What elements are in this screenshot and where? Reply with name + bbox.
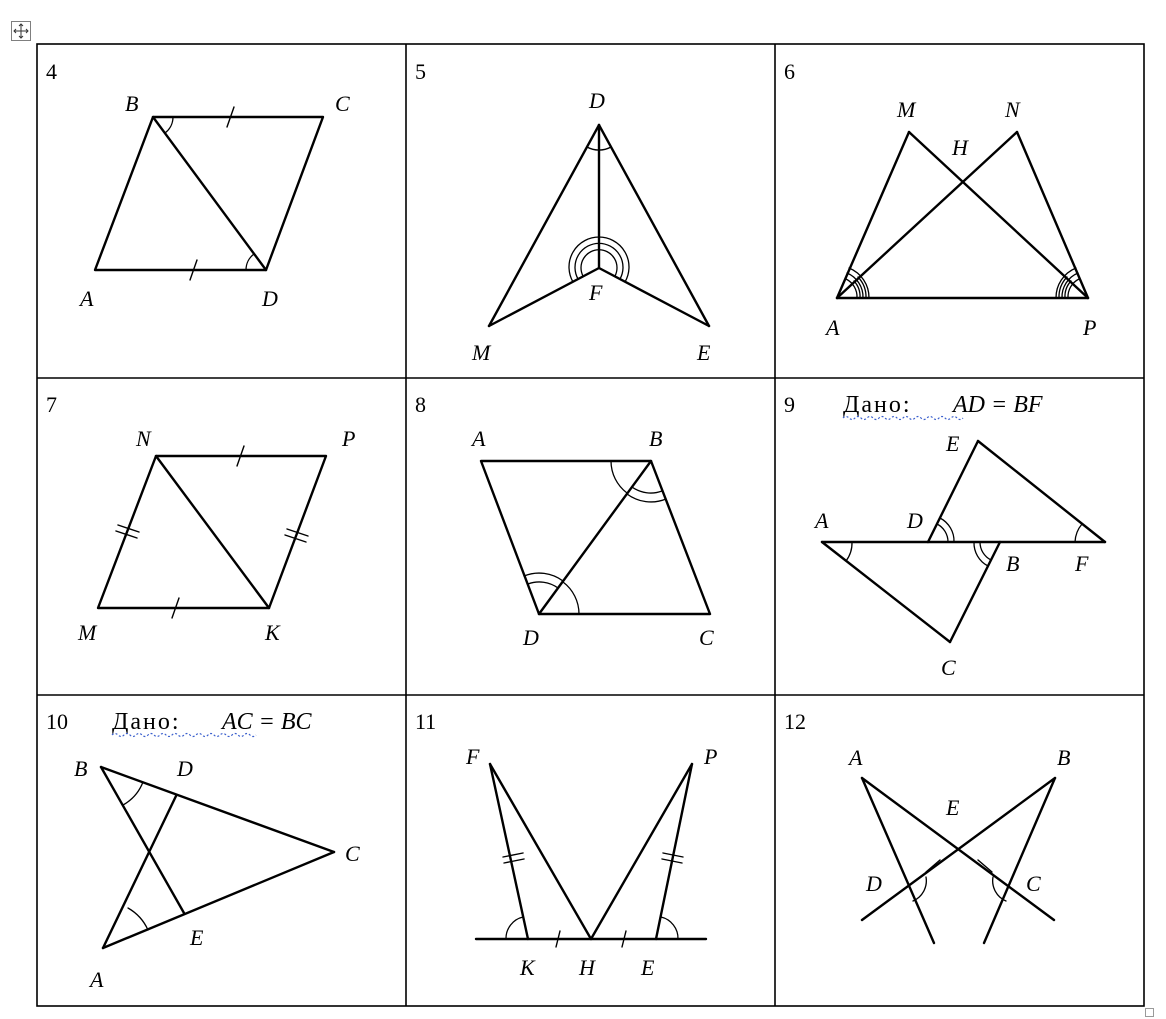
vertex-label: A bbox=[826, 315, 840, 340]
cell-number: 4 bbox=[46, 59, 57, 84]
table-grid-lines bbox=[37, 44, 1144, 1006]
vertex-label: M bbox=[897, 97, 916, 122]
vertex-label: A bbox=[80, 286, 94, 311]
vertex-label: C bbox=[345, 841, 360, 866]
cell-number: 11 bbox=[415, 709, 437, 734]
cell-number: 10 bbox=[46, 709, 68, 734]
cell-12 bbox=[784, 709, 1070, 943]
vertex-label: D bbox=[907, 508, 923, 533]
cell-number: 12 bbox=[784, 709, 806, 734]
figure-parallelogram-abcd bbox=[95, 107, 323, 280]
vertex-label: F bbox=[466, 744, 480, 769]
vertex-label: D bbox=[866, 871, 882, 896]
vertex-label: B bbox=[125, 91, 139, 116]
vertex-label: P bbox=[704, 744, 718, 769]
cell-7 bbox=[46, 392, 355, 645]
cell-9 bbox=[784, 392, 1105, 680]
cell-number: 8 bbox=[415, 392, 426, 417]
vertex-label: N bbox=[136, 426, 151, 451]
vertex-label: N bbox=[1005, 97, 1020, 122]
vertex-label: C bbox=[941, 655, 956, 680]
vertex-label: F bbox=[1075, 551, 1089, 576]
vertex-label: A bbox=[849, 745, 863, 770]
vertex-label: D bbox=[262, 286, 278, 311]
vertex-label: C bbox=[335, 91, 350, 116]
cell-number: 5 bbox=[415, 59, 426, 84]
vertex-label: A bbox=[90, 967, 104, 992]
vertex-label: K bbox=[265, 620, 280, 645]
vertex-label: M bbox=[472, 340, 491, 365]
cell-number: 9 bbox=[784, 392, 795, 417]
vertex-label: E bbox=[641, 955, 655, 980]
figure-triangle-abc-with-segments bbox=[101, 767, 334, 948]
vertex-label: H bbox=[579, 955, 595, 980]
vertex-label: E bbox=[946, 431, 960, 456]
vertex-label: E bbox=[190, 925, 204, 950]
figure-triangles-abc-def bbox=[822, 441, 1105, 642]
given-label: Дано: bbox=[112, 709, 181, 735]
cell-6 bbox=[784, 59, 1096, 340]
vertex-label: B bbox=[1057, 745, 1071, 770]
vertex-label: C bbox=[699, 625, 714, 650]
figure-triangles-fkh-peh bbox=[476, 764, 706, 947]
vertex-label: F bbox=[589, 280, 603, 305]
given-equation: AD = BF bbox=[953, 392, 1043, 418]
vertex-label: D bbox=[523, 625, 539, 650]
cell-number: 6 bbox=[784, 59, 795, 84]
cell-5 bbox=[415, 59, 711, 365]
vertex-label: D bbox=[589, 88, 605, 113]
vertex-label: M bbox=[78, 620, 97, 645]
vertex-label: D bbox=[177, 756, 193, 781]
figure-quadrilateral-abcd bbox=[481, 461, 710, 614]
vertex-label: H bbox=[952, 135, 968, 160]
vertex-label: B bbox=[649, 426, 663, 451]
given-label: Дано: bbox=[843, 392, 912, 418]
vertex-label: A bbox=[815, 508, 829, 533]
vertex-label: E bbox=[697, 340, 711, 365]
cell-4 bbox=[46, 59, 350, 311]
figure-parallelogram-mnpk bbox=[98, 446, 326, 618]
cell-8 bbox=[415, 392, 714, 650]
vertex-label: A bbox=[472, 426, 486, 451]
cell-number: 7 bbox=[46, 392, 57, 417]
vertex-label: B bbox=[1006, 551, 1020, 576]
cell-11 bbox=[415, 709, 717, 980]
vertex-label: P bbox=[342, 426, 356, 451]
vertex-label: C bbox=[1026, 871, 1041, 896]
vertex-label: P bbox=[1083, 315, 1097, 340]
vertex-label: E bbox=[946, 795, 960, 820]
given-equation: AC = BC bbox=[222, 709, 312, 735]
vertex-label: B bbox=[74, 756, 88, 781]
vertex-label: K bbox=[520, 955, 535, 980]
cell-10 bbox=[46, 709, 360, 992]
